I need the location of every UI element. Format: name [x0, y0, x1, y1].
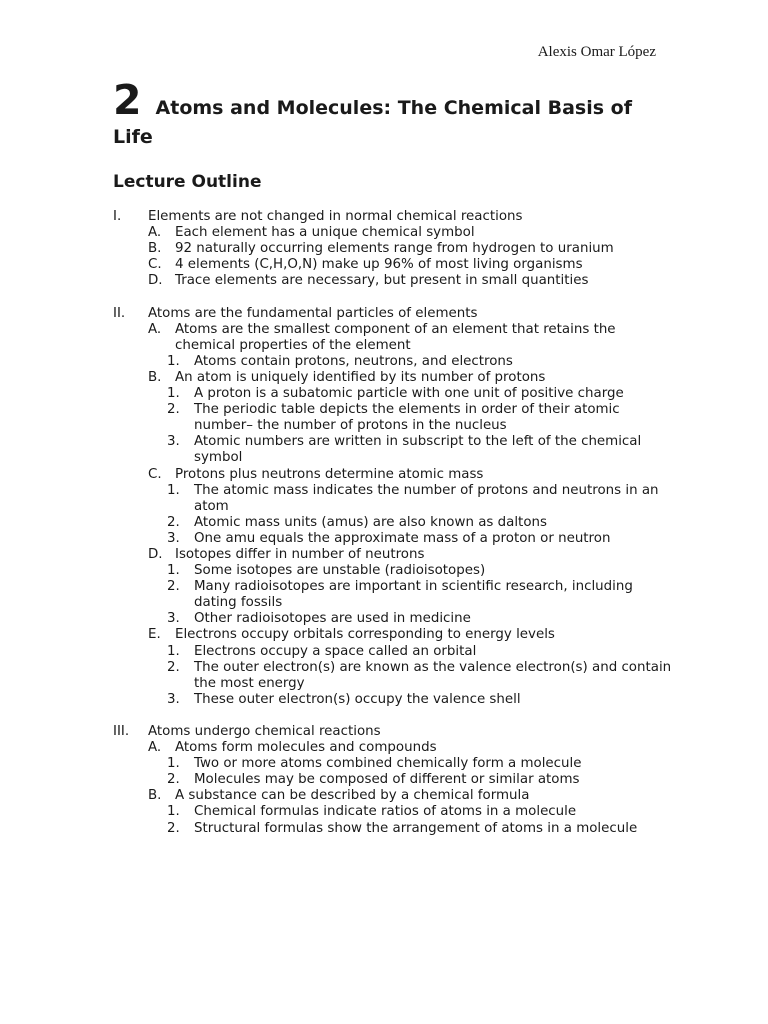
outline-point	[113, 692, 673, 708]
outline-number: B.	[148, 241, 162, 257]
outline-text: 4 elements (C,H,O,N) make up 96% of most living organisms	[175, 257, 583, 273]
outline-text: Electrons occupy orbitals corresponding to energy levels	[175, 627, 555, 643]
outline-subtopic	[113, 788, 673, 804]
outline-number: I.	[113, 209, 122, 224]
outline-number: 1.	[167, 353, 180, 369]
outline-text: The atomic mass indicates the number of protons and neutrons in an atom	[194, 482, 659, 514]
outline-section	[113, 724, 673, 837]
outline-text: One amu equals the approximate mass of a proton or neutron	[194, 530, 611, 546]
outline-text: Atoms undergo chemical reactions	[148, 724, 381, 739]
outline-text: Some isotopes are unstable (radioisotopes)	[194, 563, 486, 579]
outline-text: Chemical formulas indicate ratios of atoms in a molecule	[194, 804, 577, 820]
outline-text: A proton is a subatomic particle with one unit of positive charge	[194, 386, 624, 402]
outline-number: 3.	[167, 611, 180, 627]
outline-number: B.	[148, 788, 162, 804]
chapter-title	[113, 76, 658, 152]
outline-point	[113, 483, 673, 515]
outline-number: 2.	[167, 579, 180, 595]
outline-text: A substance can be described by a chemical formula	[175, 788, 530, 804]
outline-number: 1.	[167, 756, 180, 772]
outline-point	[113, 821, 673, 837]
outline-subtopic	[113, 627, 673, 643]
outline-number: E.	[148, 627, 161, 643]
outline-number: 1.	[167, 563, 180, 579]
outline-section	[113, 209, 673, 289]
outline-text: Molecules may be composed of different or similar atoms	[194, 772, 580, 788]
outline-number: C.	[148, 257, 162, 273]
outline-number: D.	[148, 546, 163, 562]
outline-point	[113, 756, 673, 772]
outline-text: Atoms contain protons, neutrons, and electrons	[194, 353, 513, 369]
outline-number: 3.	[167, 434, 180, 450]
outline-section-heading	[113, 209, 673, 225]
outline-text: Structural formulas show the arrangement of atoms in a molecule	[194, 820, 638, 836]
outline-text: Two or more atoms combined chemically form a molecule	[194, 756, 582, 772]
outline-text: An atom is uniquely identified by its number of protons	[175, 369, 546, 385]
outline-subtopic	[113, 273, 673, 289]
outline-number: 3.	[167, 530, 180, 546]
outline-text: The outer electron(s) are known as the valence electron(s) and contain the most energy	[194, 659, 672, 691]
outline-text: Atoms are the fundamental particles of elements	[148, 305, 478, 321]
outline-number: B.	[148, 369, 162, 385]
outline-subtopic	[113, 740, 673, 756]
outline-number: A.	[148, 321, 162, 337]
outline-text: Atomic mass units (amus) are also known as daltons	[194, 514, 547, 530]
outline-subtopic	[113, 241, 673, 257]
outline-text: Each element has a unique chemical symbol	[175, 225, 475, 241]
outline-subtopic	[113, 225, 673, 241]
outline-point	[113, 660, 673, 692]
outline-subtopic	[113, 322, 673, 354]
outline-heading: Lecture Outline	[113, 172, 262, 192]
outline-subtopic	[113, 257, 673, 273]
outline-number: D.	[148, 273, 163, 289]
outline-point	[113, 434, 673, 466]
outline-text: Elements are not changed in normal chemical reactions	[148, 209, 523, 224]
outline-number: III.	[113, 724, 130, 739]
outline-section	[113, 306, 673, 708]
outline-number: A.	[148, 740, 162, 756]
outline-number: 2.	[167, 659, 180, 675]
outline-text: Atomic numbers are written in subscript to the left of the chemical symbol	[194, 434, 642, 466]
outline-text: Many radioisotopes are important in scientific research, including dating fossils	[194, 579, 633, 611]
outline-number: A.	[148, 225, 162, 241]
outline-section-heading	[113, 724, 673, 740]
outline-number: 1.	[167, 804, 180, 820]
outline-text: Electrons occupy a space called an orbital	[194, 643, 477, 659]
outline-point	[113, 515, 673, 531]
outline-number: 1.	[167, 386, 180, 402]
outline-number: 1.	[167, 482, 180, 498]
outline-section-heading	[113, 306, 673, 322]
chapter-number: 2	[113, 76, 142, 124]
outline-point	[113, 354, 673, 370]
outline-number: 1.	[167, 643, 180, 659]
outline-point	[113, 611, 673, 627]
outline-point	[113, 644, 673, 660]
outline-text: Isotopes differ in number of neutrons	[175, 546, 425, 562]
outline-number: 2.	[167, 514, 180, 530]
outline-point	[113, 402, 673, 434]
outline-subtopic	[113, 467, 673, 483]
outline-text: Protons plus neutrons determine atomic mass	[175, 466, 484, 482]
outline-text: Other radioisotopes are used in medicine	[194, 611, 471, 627]
outline-text: The periodic table depicts the elements in order of their atomic number– the number of protons in the nucleus	[194, 402, 620, 434]
lecture-outline	[113, 209, 673, 853]
outline-point	[113, 772, 673, 788]
outline-text: These outer electron(s) occupy the valence shell	[194, 691, 521, 707]
outline-text: 92 naturally occurring elements range from hydrogen to uranium	[175, 241, 614, 257]
outline-text: Atoms are the smallest component of an element that retains the chemical properties of the element	[175, 321, 616, 353]
outline-number: 2.	[167, 820, 180, 836]
author-name: Alexis Omar López	[537, 44, 656, 60]
outline-number: II.	[113, 305, 126, 321]
outline-number: C.	[148, 466, 162, 482]
outline-number: 2.	[167, 402, 180, 418]
outline-point	[113, 563, 673, 579]
outline-point	[113, 531, 673, 547]
outline-subtopic	[113, 547, 673, 563]
outline-point	[113, 804, 673, 820]
outline-point	[113, 579, 673, 611]
outline-subtopic	[113, 370, 673, 386]
chapter-title-text: Atoms and Molecules: The Chemical Basis of Life	[113, 97, 632, 148]
outline-point	[113, 386, 673, 402]
outline-text: Atoms form molecules and compounds	[175, 740, 437, 756]
outline-text: Trace elements are necessary, but present in small quantities	[175, 273, 589, 289]
outline-number: 2.	[167, 772, 180, 788]
outline-number: 3.	[167, 691, 180, 707]
